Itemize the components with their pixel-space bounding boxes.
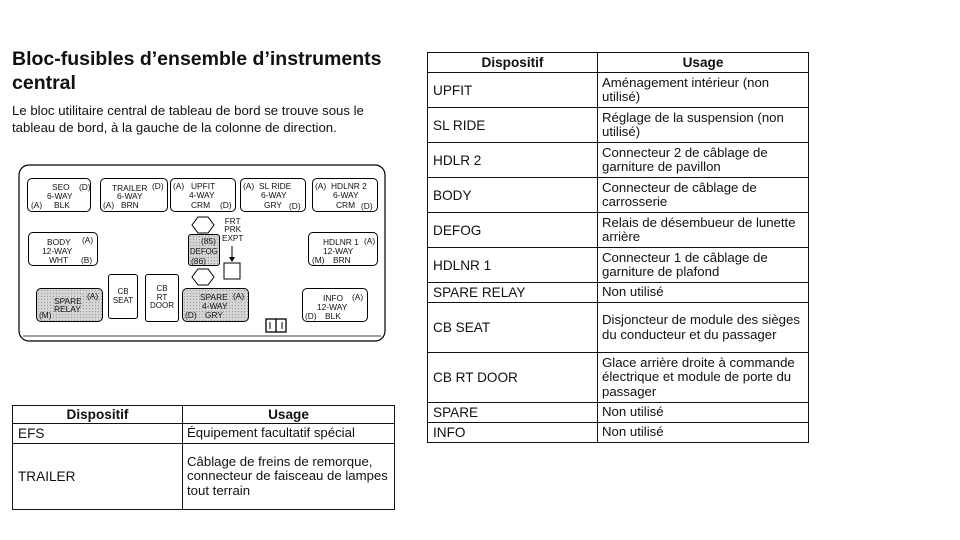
table-row: [428, 283, 809, 303]
frt-prk-expt-label: FRT PRK EXPT: [222, 217, 244, 243]
table-row: [428, 73, 809, 108]
column-header-dispositif: Dispositif: [428, 53, 598, 73]
column-header-usage: Usage: [598, 53, 809, 73]
intro-paragraph: Le bloc utilitaire central de tableau de bord se trouve sous le tableau de bord, à la gauche de la colonne de direction.: [12, 103, 364, 135]
column-header-usage: Usage: [183, 406, 395, 424]
table-row: [428, 178, 809, 213]
fuse-usage-table-left: [12, 405, 395, 510]
fuse-info: INFO (A) 12-WAY (D) BLK: [302, 288, 368, 322]
fuse-block-diagram: [18, 164, 386, 342]
cell-dispositif: CB RT DOOR: [428, 353, 598, 403]
fuse-defog-relay: (85) DEFOG (86): [188, 234, 220, 266]
cb-rt-door: CB RT DOOR: [145, 274, 179, 322]
table-row: [428, 423, 809, 443]
cell-usage: Non utilisé: [598, 403, 809, 423]
cell-dispositif: CB SEAT: [428, 303, 598, 353]
fuse-upfit: (A) UPFIT 4-WAY CRM (D): [170, 178, 236, 212]
fuse-seo: SEO (D) 6-WAY (A) BLK: [27, 178, 91, 212]
cell-usage: Câblage de freins de remorque, connecteur de faisceau de lampes tout terrain: [183, 444, 395, 510]
cell-dispositif: TRAILER: [13, 444, 183, 510]
cell-dispositif: EFS: [13, 424, 183, 444]
cell-usage: Non utilisé: [598, 423, 809, 443]
table-header-row: [428, 53, 809, 73]
table-row: [428, 303, 809, 353]
cell-dispositif: SPARE: [428, 403, 598, 423]
fuse-hdlnr-2: (A) HDLNR 2 6-WAY CRM (D): [312, 178, 378, 212]
cell-usage: Aménagement intérieur (non utilisé): [598, 73, 809, 108]
table-row: [428, 213, 809, 248]
cell-usage: Connecteur 1 de câblage de garniture de plafond: [598, 248, 809, 283]
cell-usage: Disjoncteur de module des sièges du conducteur et du passager: [598, 303, 809, 353]
fuse-body: BODY (A) 12-WAY WHT (B): [28, 232, 98, 266]
cell-dispositif: BODY: [428, 178, 598, 213]
cb-seat: CB SEAT: [108, 274, 138, 319]
table-row: [428, 403, 809, 423]
cell-dispositif: INFO: [428, 423, 598, 443]
table-header-row: [13, 406, 395, 424]
table-row: [428, 353, 809, 403]
cell-dispositif: SPARE RELAY: [428, 283, 598, 303]
cell-usage: Glace arrière droite à commande électrique et module de porte du passager: [598, 353, 809, 403]
fuse-trailer: TRAILER (D) 6-WAY (A) BRN: [100, 178, 168, 212]
cell-usage: Équipement facultatif spécial: [183, 424, 395, 444]
table-row: [428, 108, 809, 143]
fuse-usage-table-right: [427, 52, 809, 443]
column-header-dispositif: Dispositif: [13, 406, 183, 424]
table-row: [13, 444, 395, 510]
table-row: [428, 143, 809, 178]
cell-dispositif: SL RIDE: [428, 108, 598, 143]
fuse-hdlnr-1: HDLNR 1 (A) 12-WAY (M) BRN: [308, 232, 378, 266]
cell-usage: Non utilisé: [598, 283, 809, 303]
cell-dispositif: HDLNR 1: [428, 248, 598, 283]
fuse-sl-ride: (A) SL RIDE 6-WAY GRY (D): [240, 178, 306, 212]
cell-usage: Connecteur 2 de câblage de garniture de pavillon: [598, 143, 809, 178]
book-icon: [266, 319, 286, 332]
fuse-spare: SPARE (A) 4-WAY (D) GRY: [182, 288, 249, 322]
cell-dispositif: HDLR 2: [428, 143, 598, 178]
cell-dispositif: UPFIT: [428, 73, 598, 108]
cell-usage: Relais de désembueur de lunette arrière: [598, 213, 809, 248]
fuse-spare-relay: (A) SPARE RELAY (M): [36, 288, 103, 322]
table-row: [428, 248, 809, 283]
page-title: Bloc-fusibles d’ensemble d’instruments central: [12, 48, 382, 94]
cell-usage: Réglage de la suspension (non utilisé): [598, 108, 809, 143]
cell-dispositif: DEFOG: [428, 213, 598, 248]
table-row: [13, 424, 395, 444]
frt-prk-expt-socket: [224, 263, 240, 279]
cell-usage: Connecteur de câblage de carrosserie: [598, 178, 809, 213]
